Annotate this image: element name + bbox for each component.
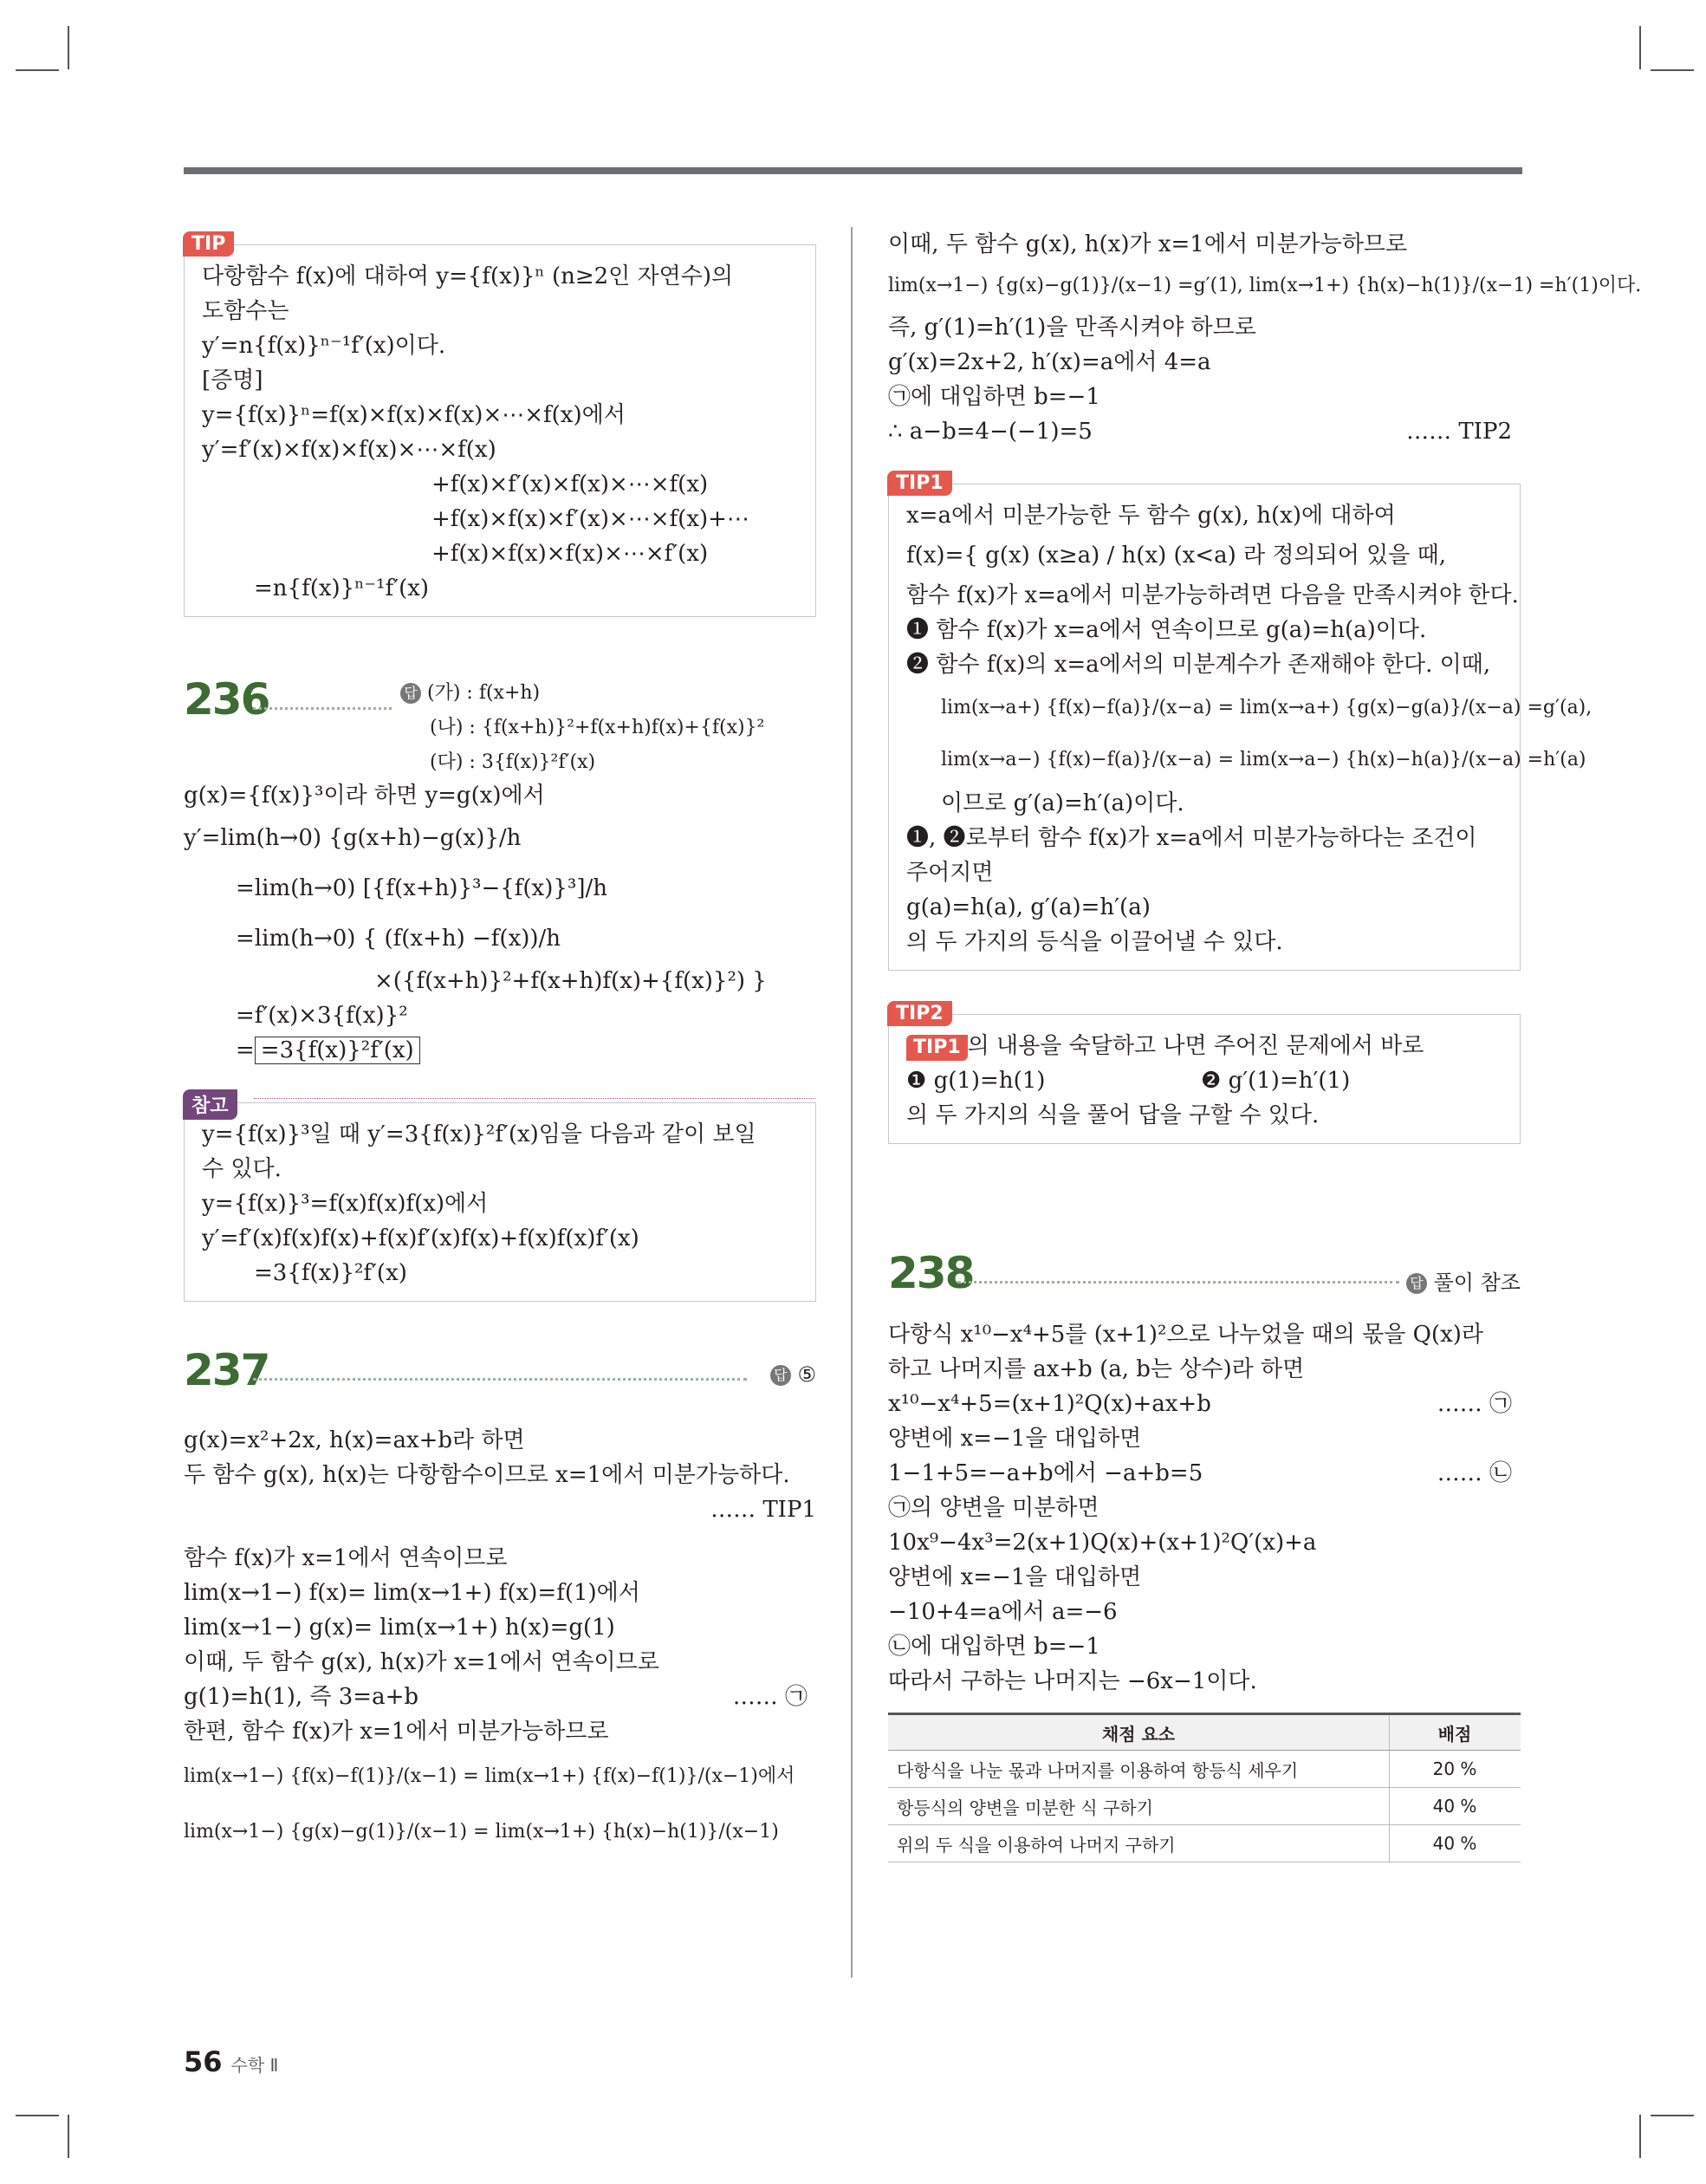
solution-line — [888, 1456, 1521, 1491]
solution-line — [888, 414, 1521, 449]
answer-237 — [770, 1362, 816, 1387]
tip1-line: ❶ 함수 f(x)가 x=a에서 연속이므로 g(a)=h(a)이다. — [906, 617, 1427, 643]
table-cell: 항등식의 양변을 미분한 식 구하기 — [888, 1788, 1390, 1825]
note-line: =3{f(x)}²f′(x) — [254, 1260, 407, 1286]
note-line: y′=f′(x)f(x)f(x)+f(x)f′(x)f(x)+f(x)f(x)f′(x) — [202, 1225, 639, 1251]
tip-box — [184, 233, 816, 617]
tip2-tag: TIP2 — [887, 1001, 952, 1026]
note-tag: 참고 — [183, 1089, 237, 1120]
solution-line: 함수 f(x)가 x=1에서 연속이므로 — [184, 1545, 508, 1571]
tip-tag: TIP — [183, 231, 234, 257]
tip2-item: ❷ g′(1)=h′(1) — [1201, 1068, 1351, 1094]
answer-icon: 답 — [400, 683, 421, 704]
solution-line: g′(x)=2x+2, h′(x)=a에서 4=a — [888, 349, 1211, 375]
tip1-line: 의 두 가지의 등식을 이끌어낼 수 있다. — [906, 929, 1283, 955]
answer-value: 풀이 참조 — [1433, 1271, 1521, 1295]
tip-line: +f(x)×f′(x)×f(x)×⋯×f(x) — [431, 471, 709, 497]
equation: g(1)=h(1), 즉 3=a+b — [184, 1684, 418, 1710]
tip1-line: lim(x→a+) {f(x)−f(a)}/(x−a) = lim(x→a+) {g(x)−g(a)}/(x−a) =g′(a), — [941, 697, 1592, 718]
solution-line: lim(x→1−) {g(x)−g(1)}/(x−1) = lim(x→1+) {h(x)−h(1)}/(x−1) — [184, 1821, 779, 1843]
tip-line: y′=f′(x)×f(x)×f(x)×⋯×f(x) — [202, 437, 496, 463]
answer-238 — [1406, 1265, 1521, 1296]
equation: ∴ a−b=4−(−1)=5 — [888, 419, 1093, 445]
tip1-box — [888, 472, 1592, 971]
solution-line: 따라서 구하는 나머지는 −6x−1이다. — [888, 1668, 1257, 1694]
solution-line: =lim(h→0) { (f(x+h) −f(x))/h — [236, 926, 561, 952]
note-tag-line — [254, 1098, 815, 1100]
solution-line: 양변에 x=−1을 대입하면 — [888, 1564, 1142, 1590]
answer-value: ⑤ — [797, 1362, 816, 1387]
column-divider — [851, 227, 853, 1978]
tip2-item: ❶ g(1)=h(1) — [906, 1068, 1046, 1094]
tip-line: 도함수는 — [202, 298, 289, 324]
right-column — [888, 227, 1642, 1862]
book-label: 수학 Ⅱ — [230, 2055, 279, 2076]
solution-line: =f′(x)×3{f(x)}² — [236, 1003, 408, 1029]
table-cell: 위의 두 식을 이용하여 나머지 구하기 — [888, 1825, 1390, 1862]
equation-ref: …… ㉡ — [1437, 1460, 1512, 1486]
scoring-table — [888, 1713, 1521, 1862]
boxed-answer: =3{f(x)}²f′(x) — [255, 1037, 420, 1064]
table-row — [888, 1751, 1521, 1788]
tip1-line: x=a에서 미분가능한 두 함수 g(x), h(x)에 대하여 — [906, 503, 1396, 529]
left-column — [184, 227, 816, 1860]
crop-mark — [68, 2115, 69, 2158]
solution-line: 한편, 함수 f(x)가 x=1에서 미분가능하므로 — [184, 1719, 609, 1745]
tip1-line: 주어지면 — [906, 860, 994, 886]
table-row — [888, 1788, 1521, 1825]
answer-item: (다) : 3{f(x)}²f′(x) — [430, 751, 596, 773]
tip2-ref: …… TIP2 — [1406, 419, 1512, 445]
solution-line: 이때, 두 함수 g(x), h(x)가 x=1에서 연속이므로 — [184, 1649, 659, 1675]
tip-line: =n{f(x)}ⁿ⁻¹f′(x) — [254, 575, 430, 601]
solution-line: 하고 나머지를 ax+b (a, b는 상수)라 하면 — [888, 1356, 1305, 1382]
problem-number: 237 — [184, 1345, 269, 1395]
table-row — [888, 1825, 1521, 1862]
crop-mark — [68, 26, 69, 69]
tip1-line: 이므로 g′(a)=h′(a)이다. — [941, 790, 1184, 816]
tip1-line: ❶, ❷로부터 함수 f(x)가 x=a에서 미분가능하다는 조건이 — [906, 825, 1477, 851]
tip2-text: 의 내용을 숙달하고 나면 주어진 문제에서 바로 — [967, 1033, 1424, 1059]
tip1-line: 함수 f(x)가 x=a에서 미분가능하려면 다음을 만족시켜야 한다. — [906, 582, 1519, 608]
note-line: 수 있다. — [202, 1156, 282, 1182]
dot-leader — [957, 1281, 1399, 1284]
solution-line: lim(x→1−) g(x)= lim(x→1+) h(x)=g(1) — [184, 1615, 615, 1641]
solution-line: 이때, 두 함수 g(x), h(x)가 x=1에서 미분가능하므로 — [888, 231, 1408, 257]
tip-line: [증명] — [202, 367, 263, 393]
solution-line: 10x⁹−4x³=2(x+1)Q(x)+(x+1)²Q′(x)+a — [888, 1530, 1317, 1556]
crop-mark — [1651, 2115, 1694, 2116]
solution-line — [184, 1680, 816, 1714]
answer-icon: 답 — [770, 1365, 791, 1386]
note-line: y={f(x)}³일 때 y′=3{f(x)}²f′(x)임을 다음과 같이 보일 — [202, 1121, 756, 1147]
solution-line: =lim(h→0) [{f(x+h)}³−{f(x)}³]/h — [236, 875, 607, 901]
tip-line: y={f(x)}ⁿ=f(x)×f(x)×f(x)×⋯×f(x)에서 — [202, 402, 626, 428]
crop-mark — [1639, 26, 1641, 69]
answer-236 — [400, 676, 764, 780]
answer-icon: 답 — [1406, 1273, 1427, 1294]
problem-238-header — [888, 1248, 1521, 1309]
tip-line: 다항함수 f(x)에 대하여 y={f(x)}ⁿ (n≥2인 자연수)의 — [202, 263, 734, 289]
solution-line: g(x)={f(x)}³이라 하면 y=g(x)에서 — [184, 783, 545, 809]
dot-leader — [253, 1378, 747, 1381]
equation-ref: …… ㉠ — [732, 1684, 808, 1710]
tip-line: +f(x)×f(x)×f′(x)×⋯×f(x)+⋯ — [431, 506, 749, 532]
tip1-inline-tag: TIP1 — [906, 1035, 968, 1061]
solution-line: ×({f(x+h)}²+f(x+h)f(x)+{f(x)}²) } — [374, 968, 767, 994]
tip2-line — [906, 1029, 1502, 1063]
solution-line: 양변에 x=−1을 대입하면 — [888, 1426, 1142, 1452]
equation-ref: …… ㉠ — [1437, 1391, 1512, 1417]
tip1-line: f(x)={ g(x) (x≥a) / h(x) (x<a) 라 정의되어 있을 때, — [906, 543, 1446, 569]
tip2-line — [906, 1063, 1502, 1098]
note-box — [184, 1095, 816, 1302]
solution-line: 두 함수 g(x), h(x)는 다항함수이므로 x=1에서 미분가능하다. — [184, 1462, 790, 1488]
crop-mark — [16, 69, 59, 71]
crop-mark — [16, 2115, 59, 2116]
problem-number: 236 — [184, 674, 269, 725]
note-line: y={f(x)}³=f(x)f(x)f(x)에서 — [202, 1191, 489, 1217]
solution-result: = =3{f(x)}²f′(x) — [184, 1033, 816, 1068]
tip-line: +f(x)×f(x)×f(x)×⋯×f′(x) — [431, 541, 709, 567]
equation: x¹⁰−x⁴+5=(x+1)²Q(x)+ax+b — [888, 1391, 1211, 1417]
page-number: 56 — [184, 2045, 223, 2078]
answer-item: (가) : f(x+h) — [427, 682, 541, 704]
table-cell: 40 % — [1390, 1825, 1521, 1862]
solution-line: lim(x→1−) f(x)= lim(x→1+) f(x)=f(1)에서 — [184, 1580, 640, 1606]
tip1-line: lim(x→a−) {f(x)−f(a)}/(x−a) = lim(x→a−) {h(x)−h(a)}/(x−a) =h′(a) — [941, 749, 1586, 770]
solution-line: −10+4=a에서 a=−6 — [888, 1599, 1118, 1625]
table-cell: 다항식을 나눈 몫과 나머지를 이용하여 항등식 세우기 — [888, 1751, 1390, 1788]
problem-236-header — [184, 674, 816, 773]
tip1-tag: TIP1 — [887, 471, 952, 496]
solution-line — [888, 1387, 1521, 1421]
problem-number: 238 — [888, 1248, 974, 1298]
tip1-line: g(a)=h(a), g′(a)=h′(a) — [906, 894, 1151, 920]
solution-line: y′=lim(h→0) {g(x+h)−g(x)}/h — [184, 825, 522, 851]
solution-line: lim(x→1−) {f(x)−f(1)}/(x−1) = lim(x→1+) {f(x)−f(1)}/(x−1)에서 — [184, 1765, 795, 1787]
table-header: 배점 — [1390, 1714, 1521, 1751]
dot-leader — [253, 707, 392, 710]
solution-line: ㉠의 양변을 미분하면 — [888, 1495, 1099, 1521]
tip1-line: ❷ 함수 f(x)의 x=a에서의 미분계수가 존재해야 한다. 이때, — [906, 652, 1491, 678]
solution-line: 즉, g′(1)=h′(1)을 만족시켜야 하므로 — [888, 315, 1256, 341]
crop-mark — [1639, 2115, 1641, 2158]
crop-mark — [1651, 69, 1694, 71]
page-footer — [184, 2045, 278, 2078]
solution-line: ㉠에 대입하면 b=−1 — [888, 384, 1100, 410]
tip2-line: 의 두 가지의 식을 풀어 답을 구할 수 있다. — [906, 1102, 1320, 1128]
table-header: 채점 요소 — [888, 1714, 1390, 1751]
problem-237-header — [184, 1345, 816, 1406]
tip2-box — [888, 1003, 1521, 1144]
equation: 1−1+5=−a+b에서 −a+b=5 — [888, 1460, 1203, 1486]
solution-line: lim(x→1−) {g(x)−g(1)}/(x−1) =g′(1), lim(x→1+) {h(x)−h(1)}/(x−1) =h′(1)이다. — [888, 275, 1642, 296]
answer-item: (나) : {f(x+h)}²+f(x+h)f(x)+{f(x)}² — [430, 717, 765, 738]
solution-line: g(x)=x²+2x, h(x)=ax+b라 하면 — [184, 1427, 525, 1453]
table-cell: 40 % — [1390, 1788, 1521, 1825]
header-bar — [184, 167, 1522, 174]
table-cell: 20 % — [1390, 1751, 1521, 1788]
tip-line: y′=n{f(x)}ⁿ⁻¹f′(x)이다. — [202, 333, 446, 359]
solution-line: 다항식 x¹⁰−x⁴+5를 (x+1)²으로 나누었을 때의 몫을 Q(x)라 — [888, 1322, 1484, 1348]
tip1-ref: …… TIP1 — [710, 1497, 816, 1523]
solution-line: ㉡에 대입하면 b=−1 — [888, 1634, 1100, 1660]
